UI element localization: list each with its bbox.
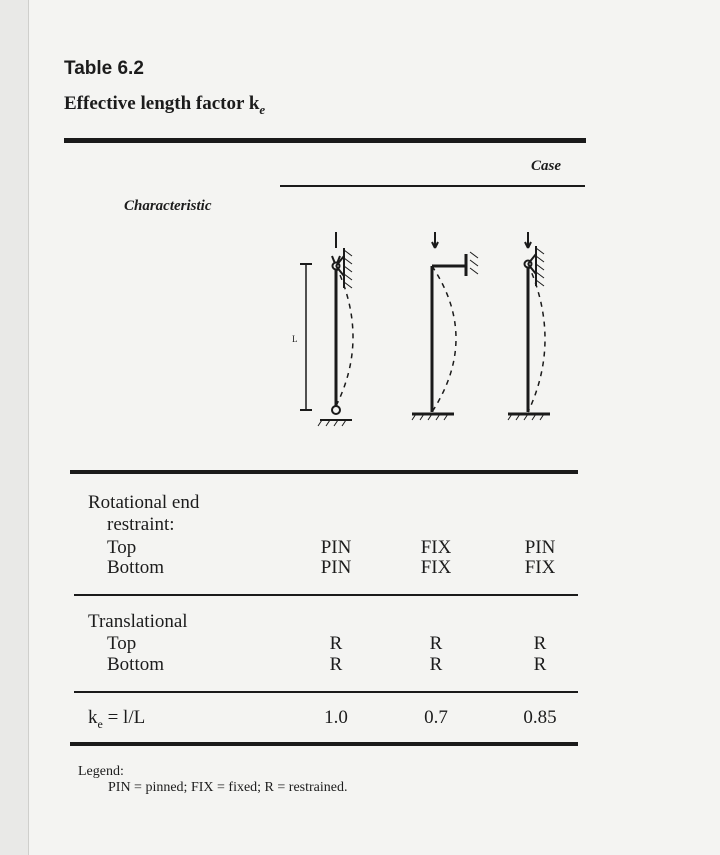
ke-case2: 0.7 [424, 707, 448, 728]
rotational-bottom-case1: PIN [320, 557, 352, 578]
rotational-bottom-label: Bottom [107, 557, 165, 578]
length-label: L [292, 334, 298, 344]
case-header: Case [531, 158, 561, 174]
translational-title: Translational [88, 611, 188, 632]
case-rule [280, 185, 585, 187]
ke-label-k: k [88, 707, 98, 728]
translational-bottom-case2: R [429, 654, 443, 675]
legend-text: PIN = pinned; FIX = fixed; R = restrained. [108, 780, 348, 795]
rotational-top-case3: PIN [524, 537, 556, 558]
ke-case1: 1.0 [324, 707, 348, 728]
rotational-top-case1: PIN [320, 537, 352, 558]
diagram-rule [70, 470, 578, 474]
rotational-top-label: Top [107, 537, 137, 558]
legend-title: Legend: [78, 764, 124, 779]
characteristic-header: Characteristic [124, 198, 212, 214]
translational-bottom-case3: R [533, 654, 547, 675]
rotational-bottom-case3: FIX [524, 557, 556, 578]
table-caption-subscript: e [259, 101, 266, 117]
rotational-title: Rotational end [88, 492, 200, 513]
translational-bottom-case1: R [329, 654, 343, 675]
table-caption [64, 93, 265, 118]
table-caption-text: Effective length factor k [64, 93, 260, 114]
translational-top-label: Top [107, 633, 137, 654]
rotational-top-case2: FIX [420, 537, 452, 558]
buckling-diagrams [280, 220, 590, 435]
ke-case3: 0.85 [523, 707, 557, 728]
translational-top-case3: R [533, 633, 547, 654]
case2-fix-fix-diagram [412, 232, 478, 420]
case3-pin-fix-diagram [508, 232, 550, 420]
translational-top-case1: R [329, 633, 343, 654]
rotational-title-2: restraint: [107, 514, 175, 535]
bottom-rule [70, 742, 578, 746]
translational-rule [74, 691, 578, 693]
rotational-bottom-case2: FIX [420, 557, 452, 578]
translational-top-case2: R [429, 633, 443, 654]
case1-pin-pin-diagram [300, 232, 353, 426]
ke-label-rest: = l/L [102, 707, 146, 728]
table-label: Table 6.2 [64, 58, 144, 79]
ke-label-subscript: e [97, 716, 103, 731]
rotational-rule [74, 594, 578, 596]
ke-label [88, 708, 145, 734]
translational-bottom-label: Bottom [107, 654, 165, 675]
top-rule [64, 138, 586, 143]
